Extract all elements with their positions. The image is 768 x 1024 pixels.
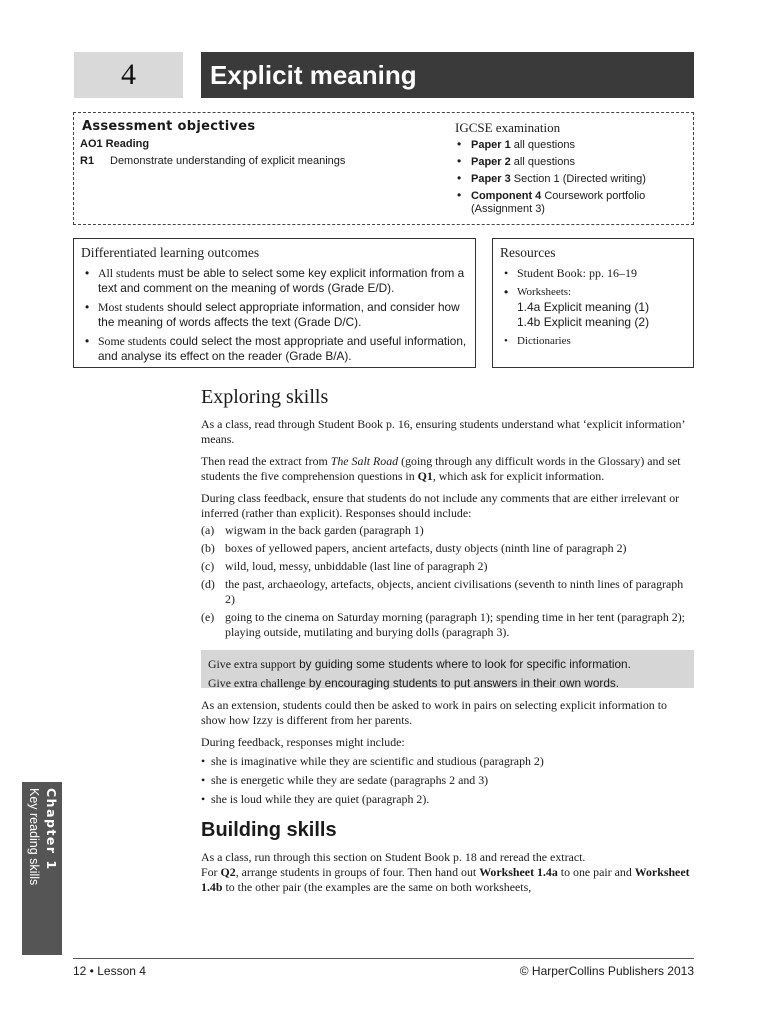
text-run: Then read the extract from (201, 454, 331, 468)
objective-text: Demonstrate understanding of explicit meanings (110, 155, 346, 167)
text-run: (going through any difficult words in the Glossary) and set students the five comprehension questions in (201, 454, 681, 483)
challenge-text: by encouraging students to put answers in their own words. (305, 676, 620, 690)
chapter-side-tab (22, 782, 62, 955)
building-paragraph (201, 850, 694, 895)
footer-page-info: 12 • Lesson 4 (73, 964, 146, 978)
question-ref: Q2 (220, 865, 236, 879)
assessment-objectives-box (73, 112, 694, 225)
response-label: (e) (201, 610, 215, 624)
response-text: boxes of yellowed papers, ancient artefacts, dusty objects (ninth line of paragraph 2) (225, 541, 627, 555)
response-item (201, 577, 694, 607)
side-tab-text (25, 788, 60, 885)
igcse-item-text: all questions (510, 139, 575, 151)
outcome-text: could select the most appropriate and useful information, and analyse its effect on the reader (Grade B/A). (98, 334, 467, 363)
text-run: to one pair and (557, 865, 635, 879)
outcome-who: All students (98, 266, 155, 280)
support-challenge-box (201, 650, 694, 688)
challenge-lead: Give extra challenge (208, 676, 306, 690)
footer-copyright: © HarperCollins Publishers 2013 (519, 964, 694, 978)
support-text: by guiding some students where to look for specific information. (295, 657, 631, 671)
worksheet-item: 1.4b Explicit meaning (2) (517, 315, 650, 329)
outcome-text: should select appropriate information, and consider how the meaning of words affects the text (Grade D/C). (98, 300, 460, 329)
learning-outcomes-box (73, 238, 476, 368)
exploring-paragraph (201, 454, 694, 484)
footer-divider (73, 958, 694, 959)
response-item (201, 559, 694, 574)
response-label: (b) (201, 541, 215, 555)
resource-dictionaries: • Dictionaries (499, 334, 689, 349)
resource-student-book: • Student Book: pp. 16–19 (499, 266, 689, 281)
side-tab-subtitle: Key reading skills (27, 788, 41, 886)
response-text: wild, loud, messy, unbiddable (last line of paragraph 2) (225, 559, 488, 573)
igcse-item-text: Section 1 (Directed writing) (510, 173, 646, 185)
text-run: to the other pair (the examples are the same on both worksheets, (222, 880, 532, 894)
exploring-paragraph: During class feedback, ensure that students do not include any comments that are either irrelevant or inferred (rather than explicit). Responses should include: (201, 491, 680, 520)
text-run: , arrange students in groups of four. Then hand out (235, 865, 480, 879)
igcse-item-bold: Paper 3 (471, 173, 511, 185)
worksheets-label: • Worksheets: (517, 286, 572, 298)
resources-box (492, 238, 694, 368)
response-item (201, 610, 694, 640)
outcome-item (80, 300, 470, 330)
main-content (201, 386, 694, 895)
question-ref: Q1 (417, 469, 433, 483)
outcomes-title: Differentiated learning outcomes (81, 245, 260, 260)
exploring-skills-heading: Exploring skills (201, 386, 329, 408)
response-label: (d) (201, 577, 215, 591)
feedback-paragraph: During feedback, responses might include: (201, 735, 405, 749)
extra-support-line (208, 655, 687, 674)
difference-item: • she is loud while they are quiet (paragraph 2). (201, 792, 694, 807)
response-text: going to the cinema on Saturday morning (paragraph 1); spending time in her tent (paragraph 2); playing outside, mutilating and burying dolls (paragraph 3). (225, 610, 685, 639)
objective-code: R1 (80, 155, 95, 167)
igcse-item (455, 139, 690, 152)
response-label: (c) (201, 559, 215, 573)
exploring-paragraph: As a class, read through Student Book p. 16, ensuring students understand what ‘explicit information’ means. (201, 417, 685, 446)
side-tab-chapter: Chapter 1 (44, 788, 59, 871)
extension-paragraph: As an extension, students could then be asked to work in pairs on selecting explicit information to show how Izzy is different from her parents. (201, 698, 667, 727)
difference-item: • she is imaginative while they are scientific and studious (paragraph 2) (201, 754, 694, 769)
response-text: wigwam in the back garden (paragraph 1) (225, 523, 424, 537)
igcse-item (455, 156, 690, 169)
response-item (201, 523, 694, 538)
response-text: the past, archaeology, artefacts, objects, ancient civilisations (seventh to ninth lines of paragraph 2) (225, 577, 684, 606)
text-run: For (201, 865, 221, 879)
building-skills-heading: Building skills (201, 819, 337, 841)
igcse-list (455, 139, 690, 220)
responses-list (201, 523, 694, 640)
book-title: The Salt Road (330, 454, 399, 468)
support-lead: Give extra support (208, 657, 296, 671)
outcome-item (80, 266, 470, 296)
response-label: (a) (201, 523, 215, 537)
objective-r1 (80, 155, 345, 167)
extra-challenge-line (208, 674, 687, 693)
lesson-number: 4 (74, 52, 183, 98)
assessment-title: Assessment objectives (82, 119, 256, 134)
differences-list (201, 754, 694, 807)
igcse-item-text: Coursework portfolio (Assignment 3) (471, 190, 646, 215)
resources-title: Resources (500, 245, 556, 260)
text-run: , which ask for explicit information. (432, 469, 605, 483)
igcse-item-bold: Paper 2 (471, 156, 511, 168)
igcse-item-bold: Component 4 (471, 190, 542, 202)
outcome-who: Most students (98, 300, 164, 314)
lesson-title: Explicit meaning (201, 52, 694, 98)
resource-worksheets (499, 285, 689, 330)
response-item (201, 541, 694, 556)
outcomes-list (80, 266, 470, 368)
igcse-item-bold: Paper 1 (471, 139, 511, 151)
igcse-title: IGCSE examination (455, 120, 561, 135)
igcse-item-text: all questions (510, 156, 575, 168)
outcome-item (80, 334, 470, 364)
difference-item: • she is energetic while they are sedate (paragraphs 2 and 3) (201, 773, 694, 788)
igcse-item (455, 173, 690, 186)
worksheet-ref: Worksheet 1.4a (479, 865, 558, 879)
text-run: As a class, run through this section on Student Book p. 18 and reread the extract. (201, 850, 586, 864)
igcse-item (455, 190, 690, 216)
resources-list (499, 266, 689, 353)
worksheet-ref: Worksheet 1.4b (201, 865, 690, 894)
outcome-text: must be able to select some key explicit information from a text and comment on the meaning of words (Grade E/D). (98, 266, 465, 295)
worksheet-item: 1.4a Explicit meaning (1) (517, 300, 650, 314)
ao1-heading: AO1 Reading (80, 138, 150, 150)
outcome-who: Some students (98, 334, 167, 348)
